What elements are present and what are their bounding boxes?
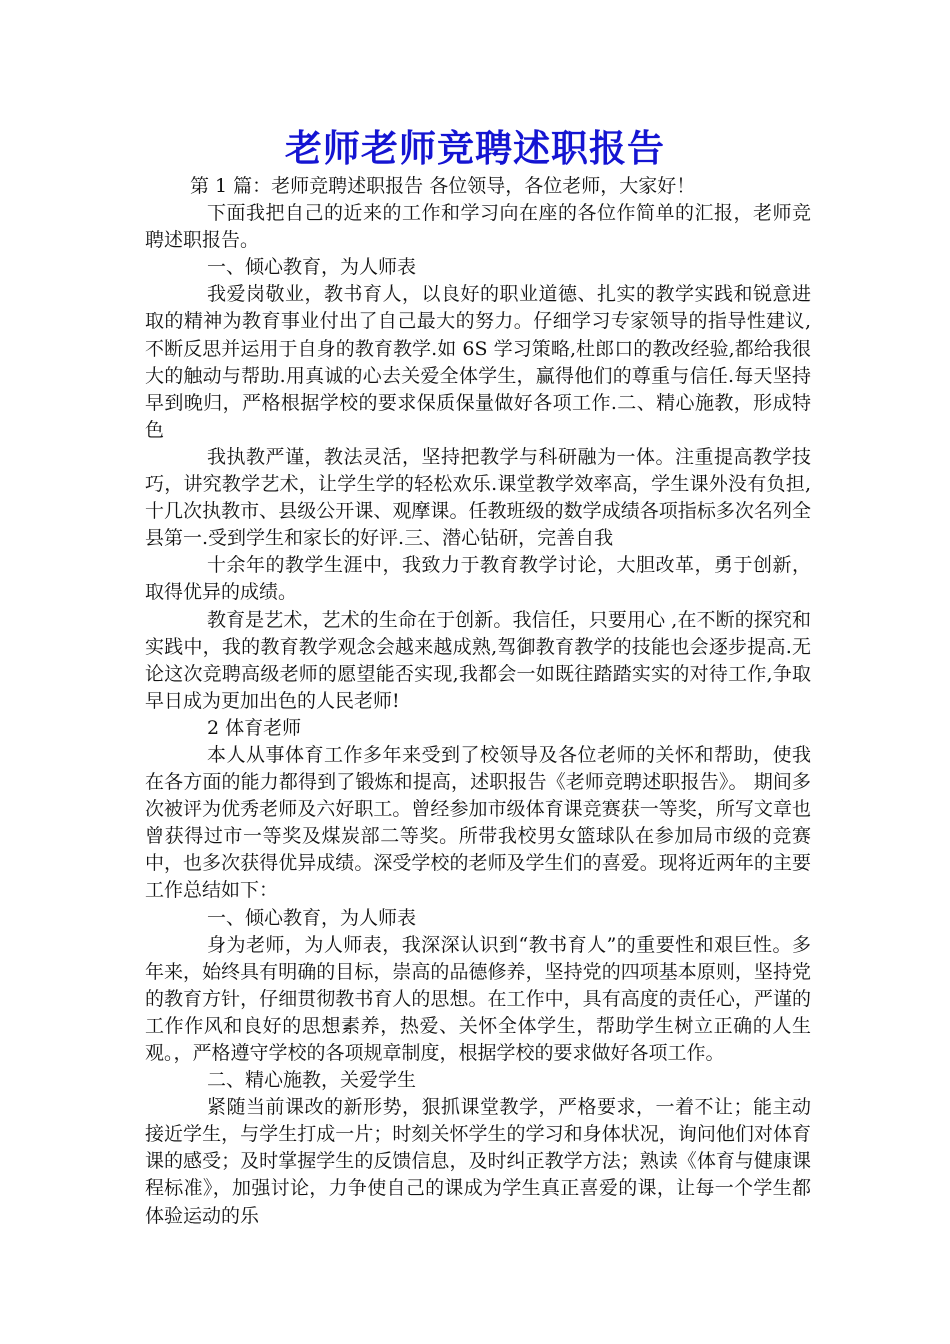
paragraph: 下面我把自己的近来的工作和学习向在座的各位作简单的汇报，老师竞聘述职报告。 — [145, 202, 811, 252]
paragraph: 身为老师，为人师表，我深深认识到“教书育人”的重要性和艰巨性。多年来，始终具有明确的目标，崇高的品德修养，坚持党的四项基本原则，坚持党的教育方针，仔细贯彻教书育人的思想。在工作中，具有高度的责任心，严谨的工作作风和良好的思想素养，热爱、关怀全体学生，帮助学生树立正确的人生观。，严格遵守学校的各项规章制度，根据学校的要求做好各项工作。 — [145, 933, 811, 1064]
section-heading: 一、倾心教育，为人师表 — [207, 906, 417, 929]
paragraph: 紧随当前课改的新形势，狠抓课堂教学，严格要求，一着不让；能主动接近学生，与学生打成一片；时刻关怀学生的学习和身体状况，询问他们对体育课的感受；及时掌握学生的反馈信息，及时纠正教学方法；熟读《体育与健康课程标准》，加强讨论，力争使自己的课成为学生真正喜爱的课，让每一个学生都体验运动的乐 — [145, 1096, 811, 1227]
section-heading: 二、精心施教，关爱学生 — [207, 1069, 417, 1092]
paragraph: 我爱岗敬业，教书育人，以良好的职业道德、扎实的教学实践和锐意进取的精神为教育事业付出了自己最大的努力。仔细学习专家领导的指导性建议,不断反思并运用于自身的教育教学.如 6S 学习策略,杜郎口的教改经验,都给我很大的触动与帮助.用真诚的心去关爱全体学生，赢得他们的尊重与信任.每天坚持早到晚归，严格根据学校的要求保质保量做好各项工作.二、精心施教，形成特色 — [145, 283, 811, 441]
paragraph: 本人从事体育工作多年来受到了校领导及各位老师的关怀和帮助，使我在各方面的能力都得到了锻炼和提高，述职报告《老师竞聘述职报告》。 期间多次被评为优秀老师及六好职工。曾经参加市级体育课竞赛获一等奖，所写文章也曾获得过市一等奖及煤炭部二等奖。所带我校男女篮球队在参加局市级的竞赛中，也多次获得优异成绩。深受学校的老师及学生们的喜爱。现将近两年的主要工作总结如下： — [145, 743, 811, 902]
paragraph: 教育是艺术，艺术的生命在于创新。我信任，只要用心 ,在不断的探究和实践中，我的教育教学观念会越来越成熟,驾御教育教学的技能也会逐步提高.无论这次竞聘高级老师的愿望能否实现,我都会一如既往踏踏实实的对待工作,争取早日成为更加出色的人民老师! — [145, 608, 811, 712]
paragraph: 十余年的教学生涯中，我致力于教育教学讨论，大胆改革，勇于创新，取得优异的成绩。 — [145, 554, 811, 604]
document-body — [145, 173, 811, 1230]
section-heading: 2 体育老师 — [207, 716, 302, 739]
paragraph: 我执教严谨，教法灵活，坚持把教学与科研融为一体。注重提高教学技巧，讲究教学艺术，让学生学的轻松欢乐.课堂教学效率高，学生课外没有负担,十几次执教市、县级公开课、观摩课。任教班级的数学成绩各项指标多次名列全县第一.受到学生和家长的好评.三、潜心钻研，完善自我 — [145, 445, 811, 550]
section-heading: 一、倾心教育，为人师表 — [207, 256, 417, 279]
document-title: 老师老师竞聘述职报告 — [285, 127, 665, 170]
paragraph-intro: 第 1 篇：老师竞聘述职报告 各位领导，各位老师，大家好！ — [190, 175, 696, 197]
